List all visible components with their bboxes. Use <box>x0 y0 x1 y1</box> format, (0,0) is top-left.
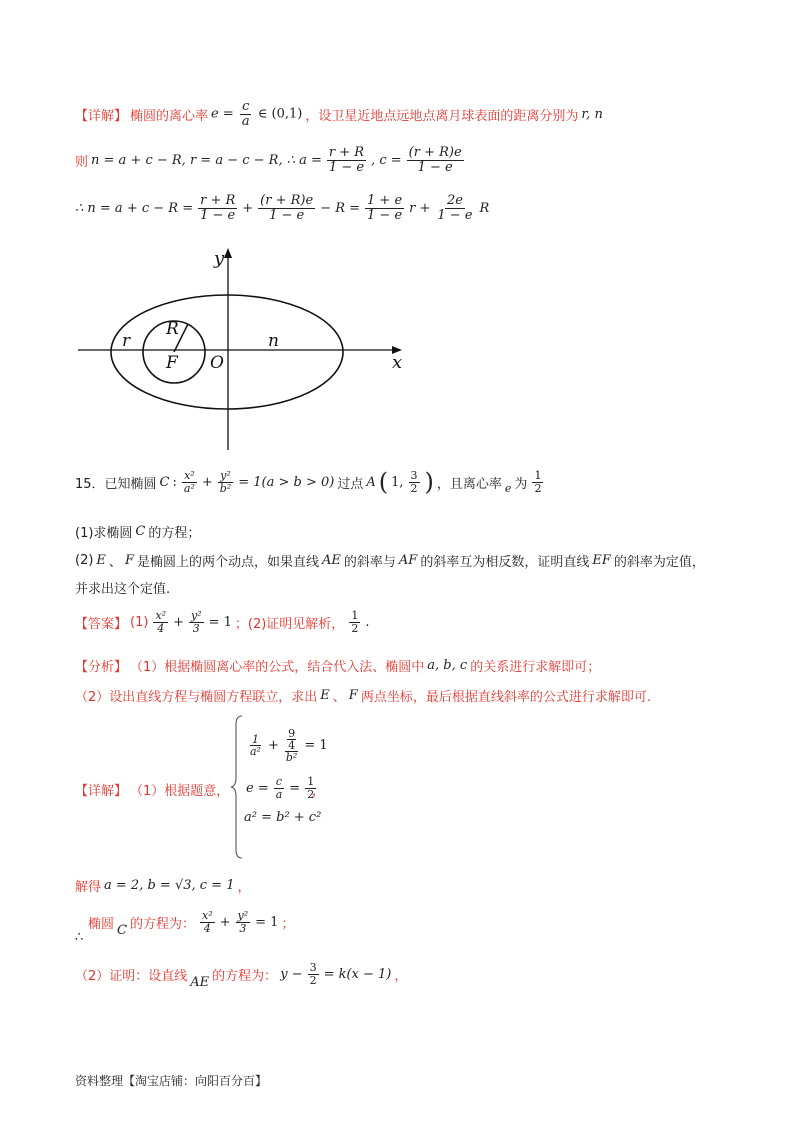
plus-sign: + <box>219 914 231 930</box>
eq-end: ； <box>281 916 295 932</box>
frac-denominator: a² <box>183 481 195 495</box>
q2-text-e: 的斜率互为相反数，证明直线 <box>420 555 590 570</box>
sys1-frac-a <box>248 734 263 758</box>
frac-numerator: (r + R)e <box>408 145 462 160</box>
nested-top: 9 <box>288 727 296 740</box>
frac-denominator: a² <box>250 745 261 759</box>
frac-denominator: 2 <box>309 973 317 987</box>
frac-numerator: 1 <box>534 469 542 482</box>
frac-numerator: 1 <box>351 609 359 622</box>
line3-start: ∴ n = a + c − R = <box>75 200 194 216</box>
point-y-frac <box>409 470 420 494</box>
detail-1-lead <box>75 780 229 799</box>
ellipse-condition: = 1(a > b > 0) <box>238 474 335 490</box>
line3-frac-1 <box>198 194 237 222</box>
frac-denominator: 4 <box>157 621 165 635</box>
therefore-symbol: ∴ <box>75 930 84 945</box>
point-x: 1, <box>391 474 404 490</box>
nested-frac <box>285 728 298 752</box>
frac-numerator: 1 + e <box>367 193 403 208</box>
frac-y2-b2 <box>218 470 233 494</box>
frac-denominator: b² <box>219 481 232 495</box>
x-label: x <box>392 352 403 373</box>
ellipse-figure <box>70 242 410 454</box>
answer-end: . <box>365 614 370 630</box>
p2-frac <box>308 962 319 986</box>
sys2-e: e = <box>246 780 269 796</box>
p2-end: ， <box>394 968 408 984</box>
answer-mid: ；(2)证明见解析， <box>234 616 345 632</box>
frac-numerator: 1 <box>251 732 259 746</box>
system-eq-3: a² = b² + c² <box>244 810 322 825</box>
system-trail: ， <box>312 784 326 799</box>
r-label: r <box>122 331 131 351</box>
point-A: A <box>366 474 376 490</box>
eq-frac-y <box>236 910 251 934</box>
eq-frac-x <box>200 910 215 934</box>
solved-lead: 解得 <box>75 880 102 895</box>
line3-frac-4 <box>435 194 474 222</box>
half-frac <box>532 470 543 494</box>
q2-text-c: 是椭圆上的两个动点，如果直线 <box>136 555 319 570</box>
analysis-F: F <box>348 688 358 703</box>
y-label: y <box>214 248 225 269</box>
q2-AF: AF <box>398 553 418 568</box>
paren-left: ( <box>378 468 389 497</box>
answer-line <box>75 610 369 634</box>
footer-text: 资料整理【淘宝店铺：向阳百分百】 <box>75 1074 268 1088</box>
analysis-sep: 、 <box>332 690 346 705</box>
passes-through-text: 过点 <box>337 476 364 492</box>
capital-R: R <box>479 200 490 216</box>
frac-denominator: 3 <box>239 921 247 935</box>
y-axis-arrow <box>224 248 232 258</box>
frac-denominator: 2 <box>351 621 359 635</box>
frac-numerator: (r + R)e <box>260 193 314 208</box>
frac-numerator: r + R <box>328 145 365 160</box>
question-2-line-1 <box>75 551 705 570</box>
analysis-E: E <box>320 688 330 703</box>
frac-denominator: 1 − e <box>328 159 365 175</box>
q2-E: E <box>96 553 106 568</box>
system-brace <box>230 714 244 860</box>
q2-sep: 、 <box>108 555 122 570</box>
frac-denominator: 1 − e <box>200 207 236 223</box>
O-label: O <box>210 353 224 373</box>
frac-denominator: 1 − e <box>417 159 453 175</box>
solved-line <box>75 876 250 895</box>
eq-C: C <box>117 922 127 938</box>
line2-formula-a: n = a + c − R, r = a − c − R, ∴ a = <box>91 152 322 168</box>
detail-line-1 <box>75 100 603 128</box>
p2-text: 的方程为： <box>212 968 278 984</box>
p2-AE: AE <box>190 974 210 990</box>
plus-sign: + <box>201 474 213 490</box>
frac-x2-a2 <box>182 470 197 494</box>
frac-numerator: 3 <box>410 469 418 482</box>
F-label: F <box>166 353 178 373</box>
answer-half <box>349 610 360 634</box>
detail-1-tag: 【详解】 <box>75 784 128 799</box>
line2-frac-2 <box>407 146 464 174</box>
frac-denominator: 4 <box>203 921 211 935</box>
frac-numerator: y² <box>190 609 202 622</box>
q2-AE: AE <box>321 553 341 568</box>
part-2-line <box>75 961 408 990</box>
plus-sign: + <box>267 738 279 754</box>
analysis-line-1 <box>75 656 600 675</box>
line3-frac-2 <box>258 194 315 222</box>
question-1 <box>75 522 200 541</box>
q2-EF: EF <box>592 553 611 568</box>
eq-equals: = 1 <box>255 914 279 930</box>
q1-text: (1)求椭圆 <box>75 526 133 541</box>
frac-denominator: a <box>275 787 283 801</box>
answer-frac-y <box>189 610 204 634</box>
frac-numerator: 1 <box>307 775 315 788</box>
plus-sign: + <box>242 200 254 216</box>
frac-numerator: y² <box>220 469 231 482</box>
frac-denominator: 1 − e <box>437 207 473 223</box>
frac-numerator: x² <box>155 609 167 622</box>
answer-frac-x <box>153 610 168 634</box>
q1-tail: 的方程； <box>148 526 201 541</box>
eccentricity-text: ，且离心率 <box>436 476 502 492</box>
q1-C: C <box>135 524 146 539</box>
sys2-eq: = <box>289 780 301 796</box>
detail-line-3 <box>75 194 489 222</box>
p2-lead: （2）证明：设直线 <box>75 968 188 984</box>
analysis-tag: 【分析】 <box>75 660 128 675</box>
q2-text-f: 的斜率为定值， <box>613 555 705 570</box>
detail-vars: r, n <box>581 106 603 122</box>
frac-denominator: 1 − e <box>367 207 403 223</box>
analysis-l2-c: 两点坐标，最后根据直线斜率的公式进行求解即可. <box>360 690 651 705</box>
line2-lead: 则 <box>75 154 89 170</box>
p2-rest: = k(x − 1) <box>323 966 392 982</box>
problem-number: 15．已知椭圆 <box>75 476 157 492</box>
eccentricity-formula: e = $\frac{c}{a}$ ∈ (0,1) <box>211 99 303 129</box>
detail-tail: ，设卫星近地点远地点离月球表面的距离分别为 <box>305 108 579 124</box>
system-eq-2 <box>246 776 318 800</box>
orbit-ellipse <box>111 295 343 409</box>
line2-frac-1 <box>327 146 366 174</box>
eq-lead: 椭圆 <box>88 916 115 932</box>
q2-number: (2) <box>75 553 94 568</box>
frac-numerator: 2e <box>446 193 463 208</box>
question-2-line-2: 并求出这个定值. <box>75 582 171 597</box>
frac-numerator: r + R <box>200 193 236 208</box>
frac-numerator: y² <box>237 909 249 922</box>
is-text: 为 <box>514 476 528 492</box>
detail-1-text: （1）根据题意， <box>130 784 230 799</box>
frac-numerator: x² <box>184 469 195 482</box>
problem-15-line-1 <box>75 468 545 497</box>
frac-denominator: b² <box>285 751 298 764</box>
ellipse-equation-line <box>88 909 295 938</box>
sys1-eq: = 1 <box>304 738 328 754</box>
eq-text: 的方程为： <box>129 916 195 932</box>
analysis-l2-a: （2）设出直线方程与椭圆方程联立，求出 <box>75 690 318 705</box>
ellipse-C: C <box>159 474 170 490</box>
answer-part-1: (1) <box>130 614 149 630</box>
minus-R: − R = <box>320 200 361 216</box>
line2-mid: , c = <box>371 152 402 168</box>
frac-denominator: 2 <box>307 787 315 801</box>
line3-frac-3 <box>365 194 404 222</box>
detail-lead: 椭圆的离心率 <box>130 108 209 124</box>
e-symbol: e <box>504 481 512 495</box>
frac-numerator: c <box>275 775 283 788</box>
frac-numerator: x² <box>201 909 213 922</box>
system-eq-1 <box>246 728 328 764</box>
frac-numerator: 3 <box>309 961 317 974</box>
solved-values: a = 2, b = √3, c = 1 <box>104 878 235 893</box>
frac-denominator: 2 <box>534 481 542 495</box>
analysis-l1-a: （1）根据椭圆离心率的公式，结合代入法、椭圆中 <box>130 660 425 675</box>
sys2-frac <box>274 776 285 800</box>
frac-denominator: 2 <box>410 481 418 495</box>
colon: : <box>172 474 177 490</box>
paren-right: ) <box>424 468 434 497</box>
detail-line-2 <box>75 146 466 174</box>
r-plus: r + <box>409 200 431 216</box>
analysis-line-2 <box>75 686 651 705</box>
p2-y: y − <box>280 966 303 982</box>
plus-sign: + <box>173 614 184 630</box>
nested-bottom: 4 <box>288 739 296 752</box>
analysis-vars: a, b, c <box>427 658 468 673</box>
q2-F: F <box>124 553 134 568</box>
analysis-l1-b: 的关系进行求解即可； <box>470 660 601 675</box>
sys1-frac-b <box>284 728 299 764</box>
frac-denominator: 1 − e <box>269 207 305 223</box>
n-label: n <box>268 331 279 351</box>
solved-end: ， <box>237 880 251 895</box>
q2-text-d: 的斜率与 <box>343 555 396 570</box>
R-label: R <box>166 319 179 339</box>
detail-tag: 【详解】 <box>75 108 128 124</box>
frac-denominator: 3 <box>192 621 200 635</box>
answer-tag: 【答案】 <box>75 616 128 632</box>
answer-eq: = 1 <box>208 614 232 630</box>
